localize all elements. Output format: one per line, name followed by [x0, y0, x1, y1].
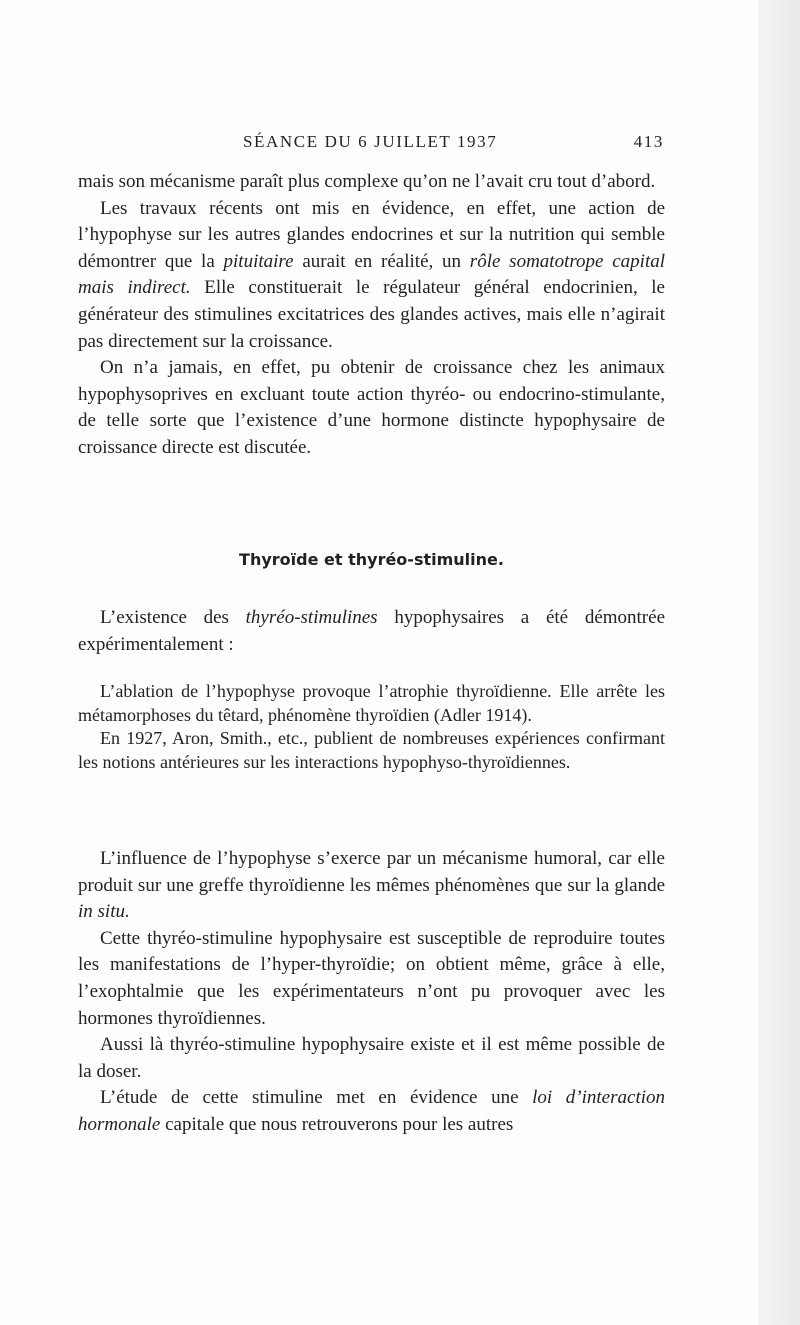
section-heading: Thyroïde et thyréo-stimuline. [239, 550, 504, 569]
paragraph-influence: L’influence de l’hypophyse s’exerce par un mécanisme humoral, car elle produit sur une greffe thyroïdienne les mêmes phénomènes que sur la glande in situ. [78, 848, 665, 923]
page-edge-shadow [758, 0, 800, 1325]
italic-role-somatotrope: rôle somatotrope capital mais indirect. [78, 250, 665, 299]
section-intro [78, 605, 665, 658]
running-title: SÉANCE DU 6 JUILLET 1937 [243, 132, 498, 151]
paragraph-thyreo-stimuline: Cette thyréo-stimuline hypophysaire est susceptible de reproduire toutes les manifestations de l’hyper-thyroïdie; on obtient même, grâce à elle, l’exophtalmie que les expérimentateurs n’ont pu provoquer avec les hormones thyroïdiennes. [78, 927, 665, 1029]
italic-loi-interaction: loi d’interaction hormonale [78, 1087, 665, 1135]
page-header [78, 132, 664, 156]
paragraph-croissance: On n’a jamais, en effet, pu obtenir de croissance chez les animaux hypophysoprives en excluant toute action thyréo- ou endocrino-stimulante, de telle sorte que l’existence d’une hormone distincte hypophysaire de croissance directe est discutée. [78, 357, 665, 458]
italic-in-situ: in situ. [78, 901, 130, 923]
page-number: 413 [633, 132, 664, 151]
italic-pituitaire: pituitaire [223, 250, 294, 272]
paragraph-travaux: Les travaux récents ont mis en évidence, en effet, une action de l’hypophyse sur les autres glandes endocrines et sur la nutrition qui semble démontrer que la pituitaire aurait en réalité, un rôle somatotrope capital mais indirect. Elle constituerait le régulateur général endocrinien, le générateur des stimulines excitatrices des glandes actives, mais elle n’agirait pas directement sur la croissance. [78, 197, 665, 352]
body-text-bottom [78, 846, 665, 1139]
paragraph-continuation: mais son mécanisme paraît plus complexe qu’on ne l’avait cru tout d’abord. [78, 171, 656, 192]
body-text-top [78, 169, 665, 462]
paragraph-loi: L’étude de cette stimuline met en évidence une loi d’interaction hormonale capitale que nous retrouverons pour les autres [78, 1087, 665, 1135]
paragraph-existence: L’existence des thyréo-stimulines hypophysaires a été démontrée expérimentalement : [78, 607, 666, 655]
paragraph-dosage: Aussi là thyréo-stimuline hypophysaire existe et il est même possible de la doser. [78, 1034, 665, 1082]
italic-thyreo-stimulines: thyréo-stimulines [245, 607, 378, 628]
paragraph-ablation: L’ablation de l’hypophyse provoque l’atrophie thyroïdienne. Elle arrête les métamorphoses du têtard, phénomène thyroïdien (Adler 1914). [78, 681, 665, 725]
evidence-block [78, 680, 665, 774]
paragraph-1927: En 1927, Aron, Smith., etc., publient de nombreuses expériences confirmant les notions antérieures sur les interactions hypophyso-thyroïdiennes. [78, 728, 665, 772]
